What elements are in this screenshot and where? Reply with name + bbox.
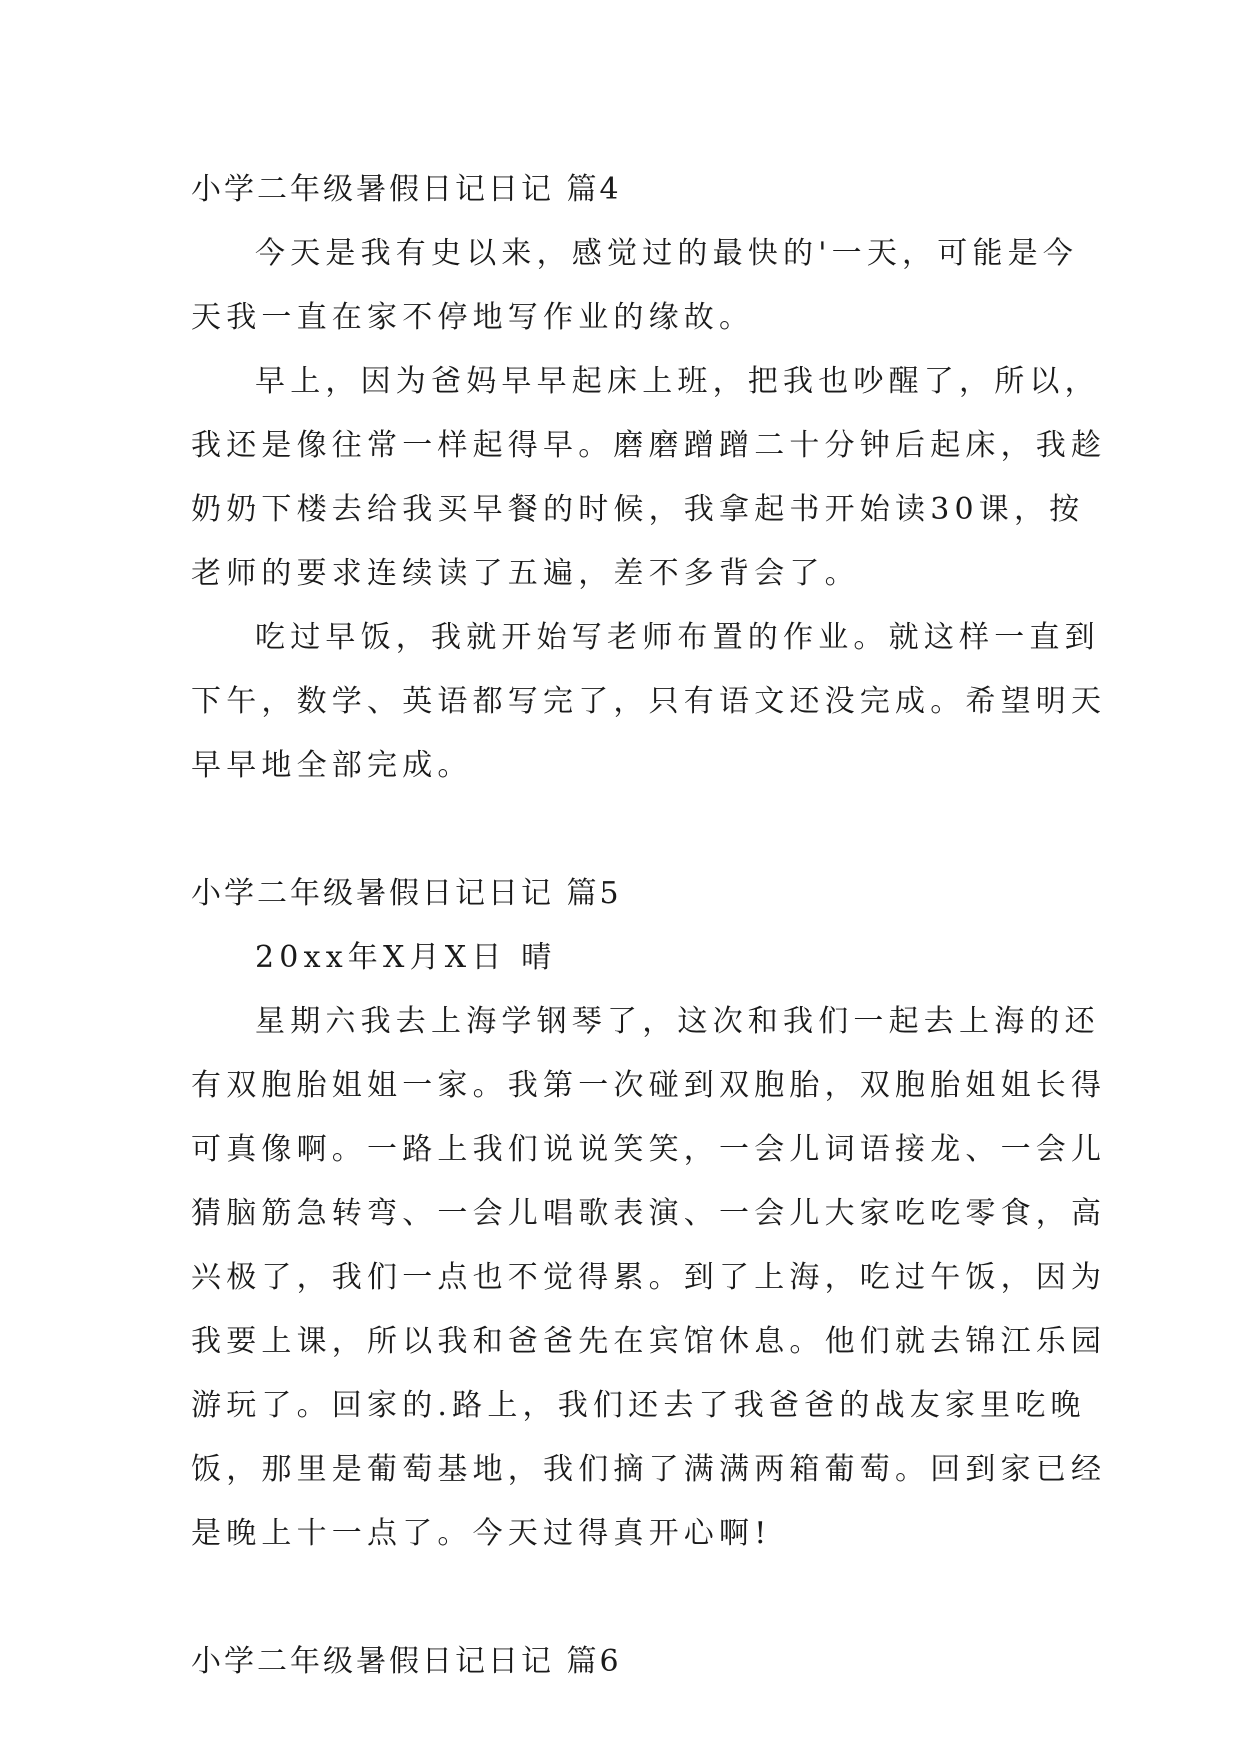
text-line: 游玩了。回家的.路上，我们还去了我爸爸的战友家里吃晚 xyxy=(191,1388,1086,1423)
text-line: 我还是像往常一样起得早。磨磨蹭蹭二十分钟后起床，我趁 xyxy=(191,428,1107,463)
section-spacer xyxy=(191,1566,1051,1630)
text-line: 奶奶下楼去给我买早餐的时候，我拿起书开始读30课，按 xyxy=(191,492,1085,527)
text-line: 有双胞胎姐姐一家。我第一次碰到双胞胎，双胞胎姐姐长得 xyxy=(191,1068,1107,1103)
paragraph xyxy=(191,350,1107,606)
text-line: 是晚上十一点了。今天过得真开心啊! xyxy=(191,1516,772,1551)
diary-entry-4 xyxy=(191,158,1107,798)
text-line: 下午，数学、英语都写完了，只有语文还没完成。希望明天 xyxy=(191,684,1107,719)
text-line: 早上，因为爸妈早早起床上班，把我也吵醒了，所以， xyxy=(255,364,1100,399)
entry-heading: 小学二年级暑假日记日记 篇6 xyxy=(191,1644,622,1679)
text-line: 早早地全部完成。 xyxy=(191,748,473,783)
text-line: 天我一直在家不停地写作业的缘故。 xyxy=(191,300,755,335)
entry-heading: 小学二年级暑假日记日记 篇5 xyxy=(191,876,622,911)
diary-entry-6 xyxy=(191,1630,1051,1694)
text-line: 兴极了，我们一点也不觉得累。到了上海，吃过午饭，因为 xyxy=(191,1260,1107,1295)
text-line: 老师的要求连续读了五遍，差不多背会了。 xyxy=(191,556,860,591)
diary-entry-5 xyxy=(191,862,1107,1566)
text-line: 今天是我有史以来，感觉过的最快的'一天，可能是今 xyxy=(255,236,1079,271)
section-spacer xyxy=(191,798,1051,862)
text-line: 吃过早饭，我就开始写老师布置的作业。就这样一直到 xyxy=(255,620,1100,655)
document-page xyxy=(191,158,1107,1694)
text-line: 可真像啊。一路上我们说说笑笑，一会儿词语接龙、一会儿 xyxy=(191,1132,1107,1167)
entry-heading: 小学二年级暑假日记日记 篇4 xyxy=(191,172,622,207)
text-line: 星期六我去上海学钢琴了，这次和我们一起去上海的还 xyxy=(255,1004,1100,1039)
text-line: 我要上课，所以我和爸爸先在宾馆休息。他们就去锦江乐园 xyxy=(191,1324,1107,1359)
paragraph xyxy=(191,606,1107,798)
paragraph xyxy=(191,222,1079,350)
paragraph xyxy=(191,990,1107,1566)
text-line: 猜脑筋急转弯、一会儿唱歌表演、一会儿大家吃吃零食，高 xyxy=(191,1196,1107,1231)
date-line: 20xx年X月X日 晴 xyxy=(255,940,557,975)
paragraph xyxy=(191,926,1051,990)
text-line: 饭，那里是葡萄基地，我们摘了满满两箱葡萄。回到家已经 xyxy=(191,1452,1107,1487)
